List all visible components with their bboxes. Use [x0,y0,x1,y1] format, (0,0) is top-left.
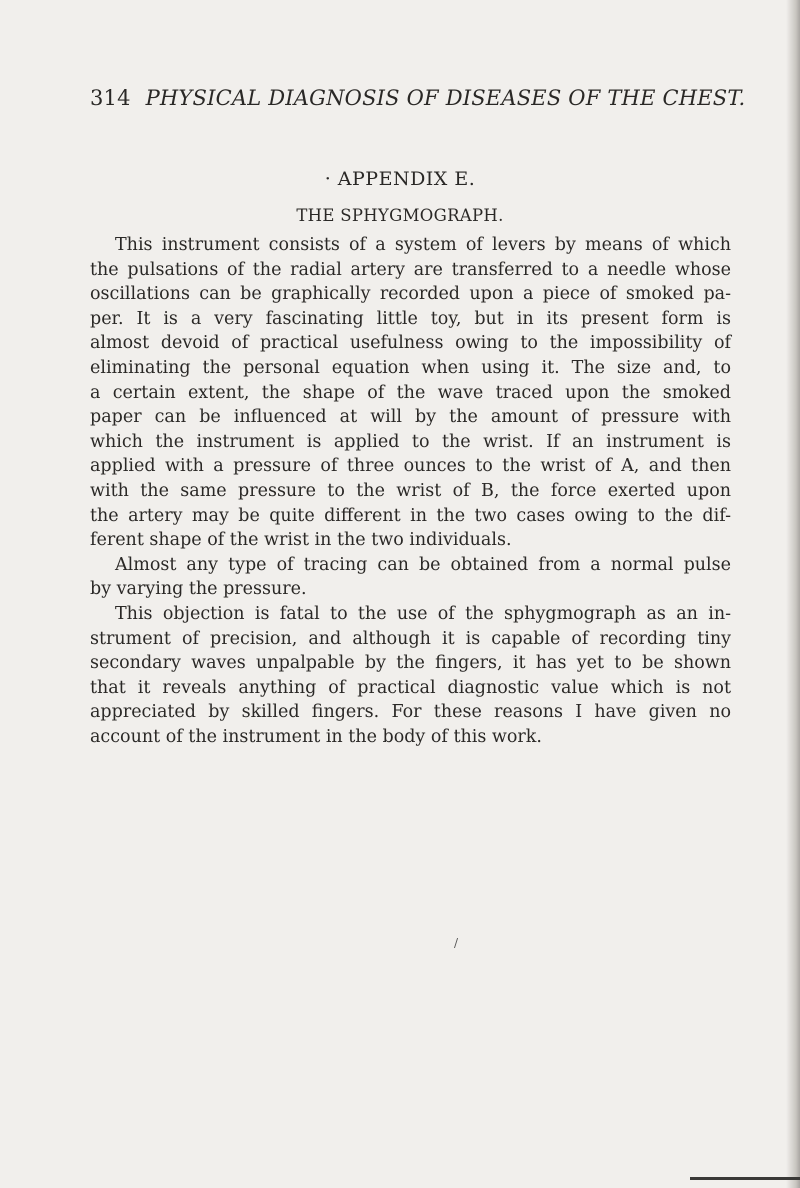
paragraph-line: that it reveals anything of practical diagnostic value which is not [90,677,731,698]
paragraph-line: paper can be influenced at will by the amount of pressure with [90,407,731,428]
paragraph-line: This objection is fatal to the use of the sphygmograph as an in- [115,603,731,624]
paragraph-line: This instrument consists of a system of levers by means of which [115,235,731,255]
page-number: 314 [90,86,131,110]
paragraph-line: with the same pressure to the wrist of B, the force exerted upon [90,480,731,501]
appendix-label: · APPENDIX E. [324,168,476,190]
paragraph-line: the artery may be quite different in the two cases owing to the dif- [90,505,731,526]
body-text [90,233,731,749]
section-title: THE SPHYGMOGRAPH. [296,206,504,225]
page-edge-shadow [786,0,800,1188]
paragraph-line: applied with a pressure of three ounces to the wrist of A, and then [90,456,731,477]
running-head-title: PHYSICAL DIAGNOSIS OF DISEASES OF THE CHEST. [145,86,746,110]
paragraph-line: Almost any type of tracing can be obtained from a normal pulse [115,554,731,575]
paragraph-line: ferent shape of the wrist in the two individuals. [90,530,512,551]
paragraph-line: oscillations can be graphically recorded upon a piece of smoked pa- [90,284,731,305]
paragraph-line: per. It is a very fascinating little toy, but in its present form is [90,308,731,329]
paragraph-line: which the instrument is applied to the wrist. If an instrument is [90,431,731,452]
paragraph-line: almost devoid of practical usefulness owing to the impossibility of [90,333,731,354]
bottom-rule [690,1177,800,1180]
paragraph-line: account of the instrument in the body of this work. [90,726,542,747]
paragraph-line: a certain extent, the shape of the wave traced upon the smoked [90,382,731,403]
paragraph-line: the pulsations of the radial artery are transferred to a needle whose [90,259,731,280]
stray-mark: / [454,936,459,950]
paragraph-line: eliminating the personal equation when using it. The size and, to [90,357,731,378]
paragraph-line: strument of precision, and although it is capable of recording tiny [90,628,731,649]
running-head [90,86,746,110]
paragraph-line: secondary waves unpalpable by the fingers, it has yet to be shown [90,653,731,674]
paragraph-line: appreciated by skilled fingers. For these reasons I have given no [90,702,731,723]
paragraph-line: by varying the pressure. [90,579,307,600]
